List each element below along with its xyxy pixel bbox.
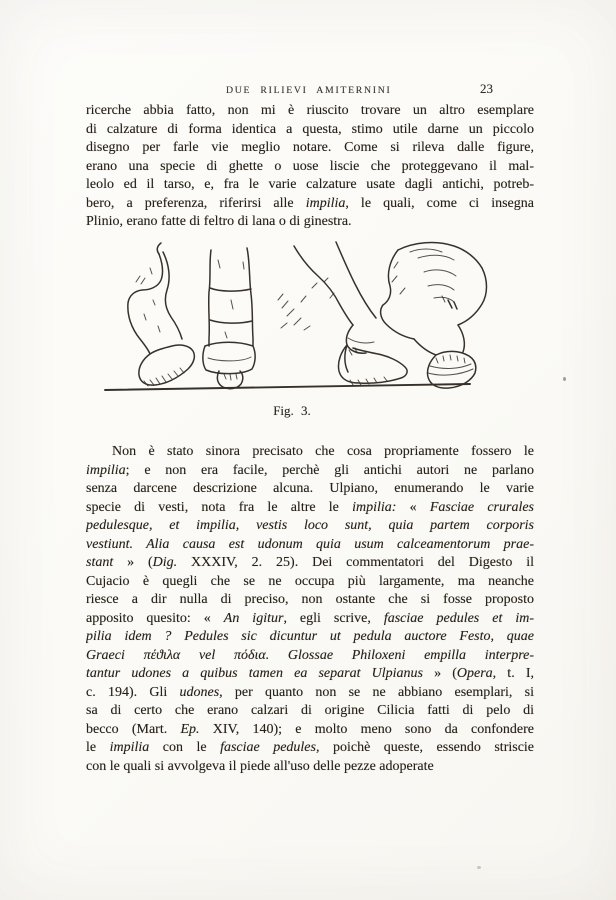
text-line: con le quali si avvolgeva il piede all'uso delle pezze adoperate [86,758,434,774]
leg-sketch-2 [203,248,255,389]
text-line: erano una specie di ghette o uose liscie che proteggevano il mal- [86,158,534,174]
body-paragraph-1 [86,102,534,232]
text-line: riesce a dir nulla di preciso, non ostante che si fosse proposto [86,592,534,607]
text-line: di calzature di forma identica a questa, stimo utile darne un piccolo [86,121,534,137]
italic-text: impilia: [352,499,397,515]
text-line: disegno per farle vie meglio notare. Come si rileva dalle figure, [86,140,534,155]
leg-sketch-4 [381,243,487,389]
text-line: leolo ed il tarso, e, fra le varie calzature usate dagli antichi, potreb- [86,177,534,192]
text-line: ricerche abbia fatto, non mi è riuscito trovare un altro esemplare [86,103,534,118]
text-line: sa di certo che erano calzari di origine Cilicia fatti di pelo di [86,703,534,718]
text-line [86,628,534,647]
page-number: 23 [480,81,493,96]
text-line: becco (Mart. Ep. XIV, 140); e molto meno sono da confondere [86,721,534,737]
italic-text: vestiunt. Alia causa est udonum quia usum calceamentorum prae- [86,536,534,552]
text-line: specie di vesti, nota fra le altre le impilia: « Fasciae crurales [86,499,534,515]
figure-caption: Fig. 3. [273,403,311,418]
text-line [86,536,534,555]
italic-text: fasciae pedules [220,740,316,755]
text-line [86,647,534,666]
text-line: Non è stato sinora precisato che cosa propriamente fossero le [112,444,534,459]
italic-text: Ep. [180,721,200,737]
leg-sketch-1 [128,243,195,386]
scan-speck [563,377,566,381]
italic-text: Graeci πέϑιλα vel πόδια. Glossae Philoxeni empilla interpre- [86,647,534,663]
scan-speck [477,866,481,869]
italic-text: An igitur [223,610,284,626]
text-line: Plinio, erano fatte di feltro di lana o di ginestra. [86,214,352,229]
italic-text: udones [179,684,220,700]
text-line: apposito quesito: « An igitur, egli scrive, fasciae pedules et im- [86,610,534,626]
italic-text: impilia [109,740,150,755]
text-line: impilia; e non era facile, perchè gli antichi autori ne parlano [86,462,534,478]
italic-text: Opera [456,666,493,681]
text-line: le impilia con le fasciae pedules, poichè queste, essendo striscie [86,740,534,755]
figure-3-illustration [98,238,522,404]
running-title: DUE RILIEVI AMITERNINI [226,85,392,96]
italic-text: fasciae pedules et im- [383,610,534,626]
italic-text: Fasciae crurales [429,499,534,515]
italic-text: impilia [86,462,126,478]
text-line: c. 194). Gli udones, per quanto non se ne abbiano esemplari, si [86,684,534,700]
text-line [86,517,534,536]
italic-text: stant [86,555,114,570]
italic-text: tantur udones a quibus tamen ea separat Ulpianus [86,666,423,681]
text-line: stant » (Dig. XXXIV, 2. 25). Dei commentatori del Digesto il [86,555,534,570]
italic-text: Dig. [152,555,178,570]
italic-text: pedulesque, et impilia, vestis loco sunt, quia partem corporis [86,518,534,533]
italic-text: impilia [305,195,346,211]
running-header [0,0,616,30]
text-line: bero, a preferenza, riferirsi alle impilia, le quali, come ci insegna [86,195,534,211]
text-line: Cujacio è quegli che se ne occupa più largamente, ma neanche [86,573,534,589]
text-line: tantur udones a quibus tamen ea separat Ulpianus » (Opera, t. I, [86,666,534,681]
body-paragraph-2 [86,443,534,776]
text-line: senza darcene descrizione alcuna. Ulpiano, enumerando le varie [86,481,534,496]
italic-text: pilia idem ? Pedules sic dicuntur ut pedula auctore Festo, quae [86,629,534,644]
leg-sketch-3 [278,242,407,385]
